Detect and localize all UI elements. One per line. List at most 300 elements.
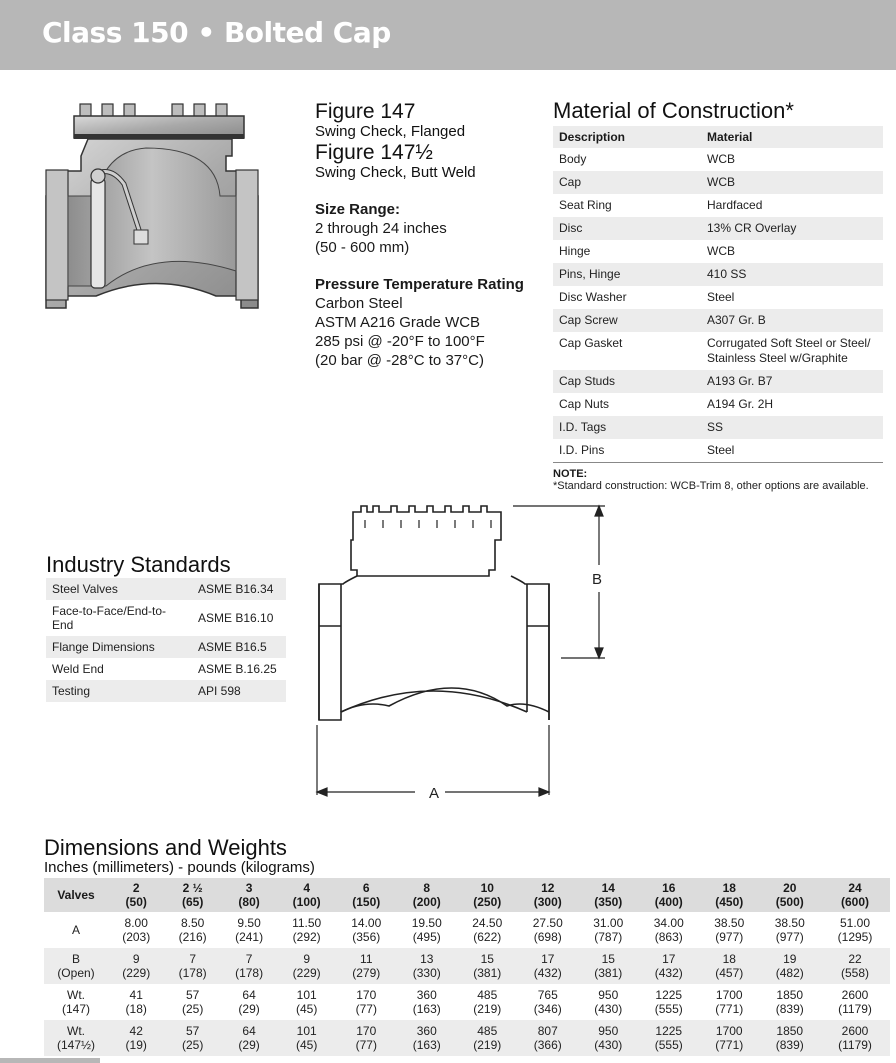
cell-value-metric: (29) xyxy=(238,1038,260,1052)
table-cell xyxy=(699,912,760,948)
material-description: I.D. Tags xyxy=(553,416,701,439)
column-header-material: Material xyxy=(701,126,883,148)
figure-info xyxy=(315,100,550,370)
cell-value-imperial: 360 xyxy=(416,988,437,1002)
row-label-line: Wt. xyxy=(67,1024,85,1038)
valve-cutaway-illustration xyxy=(36,96,268,322)
table-cell xyxy=(578,1020,639,1056)
cell-value-imperial: 38.50 xyxy=(774,916,805,930)
size-range-line: 2 through 24 inches xyxy=(315,220,447,237)
cell-value-imperial: 2600 xyxy=(841,1024,869,1038)
table-row xyxy=(553,286,883,309)
cell-value-metric: (432) xyxy=(654,966,683,980)
standard-code: ASME B.16.25 xyxy=(198,662,277,676)
material-description: Cap Nuts xyxy=(559,397,610,411)
material-value-line: A307 Gr. B xyxy=(707,313,766,327)
size-inches: 18 xyxy=(722,881,736,895)
cell-value-metric: (977) xyxy=(715,930,744,944)
table-cell xyxy=(457,1020,518,1056)
table-row xyxy=(44,948,890,984)
table-cell xyxy=(397,1020,458,1056)
cell-value-imperial: 22 xyxy=(848,952,862,966)
material-description: Cap Screw xyxy=(553,309,701,332)
size-inches: 8 xyxy=(423,881,431,895)
size-inches: 20 xyxy=(783,881,797,895)
standard-code: API 598 xyxy=(192,680,286,702)
cell-value-imperial: 101 xyxy=(296,988,317,1002)
cell-value-metric: (25) xyxy=(181,1002,204,1016)
cell-value-metric: (977) xyxy=(775,930,804,944)
industry-standards-section xyxy=(46,552,286,702)
column-header-description: Description xyxy=(553,126,701,148)
size-mm: (300) xyxy=(533,895,562,909)
row-label-line: (147½) xyxy=(56,1038,96,1052)
table-row xyxy=(46,680,286,702)
cell-value-imperial: 17 xyxy=(541,952,555,966)
cell-value-metric: (457) xyxy=(715,966,744,980)
cell-value-metric: (482) xyxy=(775,966,804,980)
page-header xyxy=(0,0,896,70)
table-row xyxy=(44,984,890,1020)
page-title: Class 150 • Bolted Cap xyxy=(42,16,391,49)
cell-value-metric: (555) xyxy=(654,1002,683,1016)
table-cell xyxy=(457,984,518,1020)
cell-value-metric: (25) xyxy=(181,1038,204,1052)
cell-value-metric: (19) xyxy=(125,1038,147,1052)
cell-value-imperial: 42 xyxy=(129,1024,143,1038)
cell-value-imperial: 57 xyxy=(185,988,200,1002)
cell-value-imperial: 31.00 xyxy=(593,916,624,930)
material-value xyxy=(701,194,883,217)
material-description: Disc Washer xyxy=(559,290,627,304)
pressure-rating-heading: Pressure Temperature Rating xyxy=(315,276,524,293)
cell-value-imperial: 1225 xyxy=(655,988,683,1002)
cell-value-imperial: 807 xyxy=(537,1024,558,1038)
table-cell xyxy=(699,984,760,1020)
cell-value-imperial: 101 xyxy=(296,1024,317,1038)
cell-value-metric: (229) xyxy=(122,966,151,980)
cell-value-metric: (163) xyxy=(412,1038,441,1052)
cell-value-imperial: 950 xyxy=(598,988,619,1002)
table-row xyxy=(553,240,883,263)
table-cell xyxy=(699,1020,760,1056)
table-cell xyxy=(760,984,821,1020)
cell-value-imperial: 51.00 xyxy=(839,916,871,930)
cell-value-imperial: 18 xyxy=(722,952,736,966)
cell-value-metric: (430) xyxy=(594,1038,623,1052)
cell-value-metric: (356) xyxy=(352,930,381,944)
cell-value-metric: (18) xyxy=(125,1002,147,1016)
cell-value-metric: (330) xyxy=(412,966,441,980)
cell-value-imperial: 1225 xyxy=(655,1024,683,1038)
table-row xyxy=(553,439,883,463)
material-value xyxy=(701,370,883,393)
footer-bar xyxy=(0,1058,100,1063)
cell-value-imperial: 1850 xyxy=(776,988,804,1002)
table-row xyxy=(553,194,883,217)
column-header-size xyxy=(518,878,579,912)
table-cell xyxy=(164,984,220,1020)
column-header-size xyxy=(397,878,458,912)
row-label xyxy=(44,1020,108,1056)
cell-value-metric: (219) xyxy=(473,1038,502,1052)
material-value-line: Steel xyxy=(707,443,735,457)
cell-value-metric: (241) xyxy=(235,930,264,944)
cell-value-metric: (45) xyxy=(295,1038,318,1052)
table-cell xyxy=(221,912,277,948)
table-cell xyxy=(108,984,164,1020)
cell-value-imperial: 1700 xyxy=(715,988,743,1002)
table-cell xyxy=(578,912,639,948)
material-value xyxy=(701,332,883,370)
column-header-size xyxy=(164,878,220,912)
table-row xyxy=(553,148,883,171)
standard-name: Face-to-Face/End-to-End xyxy=(52,604,167,632)
pressure-rating-line: 285 psi @ -20°F to 100°F xyxy=(315,333,485,350)
table-cell xyxy=(277,984,336,1020)
table-row xyxy=(44,1020,890,1056)
table-cell xyxy=(518,1020,579,1056)
table-cell xyxy=(760,948,821,984)
cell-value-metric: (432) xyxy=(533,966,562,980)
dimensions-table xyxy=(44,878,890,1056)
column-header-size xyxy=(221,878,277,912)
size-mm: (100) xyxy=(292,895,321,909)
standard-code: ASME B16.10 xyxy=(198,611,274,625)
column-header-size xyxy=(277,878,336,912)
material-value xyxy=(701,393,883,416)
cell-value-imperial: 19.50 xyxy=(411,916,442,930)
table-cell xyxy=(277,948,336,984)
table-row xyxy=(46,658,286,680)
cell-value-metric: (229) xyxy=(292,966,321,980)
material-value xyxy=(701,309,883,332)
table-cell xyxy=(397,948,458,984)
material-value-line: Hardfaced xyxy=(707,198,763,212)
size-inches: 12 xyxy=(541,881,555,895)
size-mm: (250) xyxy=(473,895,502,909)
cell-value-imperial: 34.00 xyxy=(653,916,684,930)
column-header-valves: Valves xyxy=(44,878,108,912)
row-label-line: (Open) xyxy=(57,966,95,980)
row-label xyxy=(44,984,108,1020)
cell-value-imperial: 24.50 xyxy=(472,916,503,930)
cell-value-imperial: 170 xyxy=(356,988,377,1002)
cell-value-metric: (346) xyxy=(533,1002,562,1016)
material-value-line: A193 Gr. B7 xyxy=(707,374,773,388)
cell-value-metric: (163) xyxy=(412,1002,441,1016)
table-cell xyxy=(397,984,458,1020)
dimensions-section xyxy=(44,837,890,1056)
cell-value-imperial: 9 xyxy=(303,952,310,966)
table-cell xyxy=(518,984,579,1020)
standard-name: Testing xyxy=(46,680,192,702)
size-inches: 24 xyxy=(848,881,862,895)
table-cell xyxy=(639,1020,700,1056)
cell-value-metric: (430) xyxy=(594,1002,623,1016)
column-header-size xyxy=(108,878,164,912)
cell-value-imperial: 485 xyxy=(477,988,498,1002)
column-header-size xyxy=(820,878,890,912)
figure-147-subtitle: Swing Check, Flanged xyxy=(315,123,466,140)
material-description: Seat Ring xyxy=(559,198,612,212)
standard-name: Steel Valves xyxy=(46,578,192,600)
table-cell xyxy=(760,912,821,948)
table-row xyxy=(46,600,286,636)
cell-value-metric: (45) xyxy=(295,1002,318,1016)
table-cell xyxy=(108,948,164,984)
table-cell xyxy=(518,948,579,984)
valve-dimension-drawing xyxy=(305,500,615,805)
material-description: Disc xyxy=(553,217,701,240)
size-inches: 3 xyxy=(245,881,253,895)
table-cell xyxy=(221,984,277,1020)
column-header-size xyxy=(457,878,518,912)
standard-name: Weld End xyxy=(52,662,104,676)
cell-value-metric: (203) xyxy=(122,930,151,944)
column-header-size xyxy=(578,878,639,912)
cell-value-metric: (1295) xyxy=(837,930,873,944)
dimension-b-label: B xyxy=(592,571,603,588)
cell-value-imperial: 13 xyxy=(420,952,434,966)
cell-value-imperial: 950 xyxy=(598,1024,619,1038)
table-cell xyxy=(336,984,397,1020)
material-value xyxy=(701,217,883,240)
table-cell xyxy=(164,948,220,984)
table-row xyxy=(553,370,883,393)
cell-value-imperial: 27.50 xyxy=(532,916,563,930)
size-mm: (200) xyxy=(412,895,441,909)
cell-value-metric: (77) xyxy=(355,1038,377,1052)
table-row xyxy=(553,263,883,286)
size-mm: (500) xyxy=(775,895,804,909)
cell-value-metric: (178) xyxy=(235,966,264,980)
row-label-line: B xyxy=(71,952,80,966)
row-label xyxy=(44,948,108,984)
cell-value-metric: (495) xyxy=(412,930,441,944)
cell-value-imperial: 11 xyxy=(360,952,373,966)
material-value xyxy=(701,263,883,286)
column-header-size xyxy=(699,878,760,912)
table-cell xyxy=(164,912,220,948)
cell-value-metric: (787) xyxy=(594,930,623,944)
material-description: Cap xyxy=(553,171,701,194)
cell-value-imperial: 64 xyxy=(242,988,256,1002)
size-mm: (150) xyxy=(352,895,381,909)
material-value-line: WCB xyxy=(707,152,735,166)
cell-value-imperial: 8.50 xyxy=(180,916,205,930)
cell-value-metric: (558) xyxy=(841,966,870,980)
size-mm: (80) xyxy=(238,895,260,909)
table-row xyxy=(46,578,286,600)
cell-value-imperial: 360 xyxy=(416,1024,437,1038)
material-value-line: WCB xyxy=(707,175,735,189)
note-heading: NOTE: xyxy=(553,468,588,480)
column-header-size xyxy=(336,878,397,912)
cell-value-imperial: 1850 xyxy=(776,1024,804,1038)
cell-value-imperial: 170 xyxy=(356,1024,377,1038)
table-cell xyxy=(820,984,890,1020)
table-cell xyxy=(820,912,890,948)
materials-title: Material of Construction* xyxy=(553,98,794,123)
table-cell xyxy=(336,912,397,948)
table-cell xyxy=(164,1020,220,1056)
material-value-line: 410 SS xyxy=(707,267,747,281)
cell-value-imperial: 64 xyxy=(242,1024,256,1038)
row-label-line: Wt. xyxy=(67,988,85,1002)
cell-value-metric: (1179) xyxy=(838,1002,872,1016)
size-inches: 16 xyxy=(662,881,676,895)
row-label-line: (147) xyxy=(61,1002,90,1016)
size-mm: (450) xyxy=(715,895,744,909)
table-cell xyxy=(397,912,458,948)
cell-value-metric: (366) xyxy=(533,1038,562,1052)
cell-value-imperial: 14.00 xyxy=(351,916,382,930)
pressure-rating-line: (20 bar @ -28°C to 37°C) xyxy=(315,352,484,369)
cell-value-imperial: 485 xyxy=(477,1024,498,1038)
table-cell xyxy=(336,1020,397,1056)
size-inches: 6 xyxy=(362,881,370,895)
row-label xyxy=(44,912,108,948)
cell-value-metric: (279) xyxy=(352,966,381,980)
figure-147-half-title: Figure 147½ xyxy=(315,141,433,164)
table-row xyxy=(44,912,890,948)
cell-value-imperial: 9.50 xyxy=(237,916,261,930)
cell-value-imperial: 15 xyxy=(480,952,494,966)
cell-value-metric: (216) xyxy=(178,930,207,944)
cell-value-metric: (839) xyxy=(775,1038,804,1052)
size-mm: (65) xyxy=(181,895,204,909)
table-cell xyxy=(578,984,639,1020)
cell-value-metric: (29) xyxy=(238,1002,260,1016)
dimension-a-label: A xyxy=(429,785,440,802)
material-value-line: Corrugated Soft Steel or Steel/ xyxy=(707,336,871,350)
cell-value-metric: (555) xyxy=(654,1038,683,1052)
cell-value-metric: (771) xyxy=(715,1038,744,1052)
size-inches: 2 xyxy=(132,881,140,895)
material-value-line: Steel xyxy=(707,290,735,304)
cell-value-metric: (381) xyxy=(473,966,502,980)
size-inches: 2 ½ xyxy=(182,881,203,895)
cell-value-metric: (622) xyxy=(473,930,502,944)
material-value xyxy=(701,439,883,463)
row-label-line: A xyxy=(71,923,80,937)
table-row xyxy=(553,332,883,370)
cell-value-metric: (839) xyxy=(775,1002,804,1016)
table-cell xyxy=(221,1020,277,1056)
standard-code: ASME B16.34 xyxy=(192,578,286,600)
size-range-heading: Size Range: xyxy=(315,201,401,218)
table-cell xyxy=(108,912,164,948)
cell-value-metric: (178) xyxy=(178,966,207,980)
table-cell xyxy=(760,1020,821,1056)
size-inches: 10 xyxy=(480,881,494,895)
table-cell xyxy=(639,984,700,1020)
table-row xyxy=(553,171,883,194)
material-description: Cap Studs xyxy=(553,370,701,393)
cell-value-imperial: 38.50 xyxy=(714,916,745,930)
standard-code: ASME B16.5 xyxy=(192,636,286,658)
table-row xyxy=(553,217,883,240)
table-cell xyxy=(578,948,639,984)
material-value-line: SS xyxy=(707,420,724,434)
size-mm: (50) xyxy=(125,895,147,909)
table-cell xyxy=(820,948,890,984)
materials-section xyxy=(553,98,883,493)
pressure-rating-line: Carbon Steel xyxy=(315,295,403,312)
table-row xyxy=(553,393,883,416)
cell-value-imperial: 7 xyxy=(189,952,196,966)
dimensions-title: Dimensions and Weights xyxy=(44,835,287,860)
cell-value-imperial: 765 xyxy=(537,988,558,1002)
table-cell xyxy=(518,912,579,948)
cell-value-imperial: 7 xyxy=(245,952,253,966)
table-cell xyxy=(336,948,397,984)
size-mm: (600) xyxy=(841,895,870,909)
cell-value-metric: (381) xyxy=(594,966,623,980)
material-value-line: A194 Gr. 2H xyxy=(707,397,774,411)
cell-value-imperial: 41 xyxy=(129,988,143,1002)
cell-value-imperial: 2600 xyxy=(841,988,869,1002)
cell-value-imperial: 15 xyxy=(601,952,615,966)
materials-table xyxy=(553,126,883,463)
cell-value-imperial: 57 xyxy=(185,1024,200,1038)
size-mm: (400) xyxy=(654,895,683,909)
size-mm: (350) xyxy=(594,895,623,909)
column-header-size xyxy=(639,878,700,912)
cell-value-metric: (698) xyxy=(533,930,562,944)
table-cell xyxy=(457,912,518,948)
table-row xyxy=(46,636,286,658)
note-text: *Standard construction: WCB-Trim 8, other options are available. xyxy=(553,480,869,492)
cell-value-metric: (219) xyxy=(473,1002,502,1016)
material-value xyxy=(701,171,883,194)
material-value-line: Stainless Steel w/Graphite xyxy=(707,351,848,365)
material-value xyxy=(701,416,883,439)
cell-value-imperial: 19 xyxy=(783,952,797,966)
cell-value-metric: (771) xyxy=(715,1002,744,1016)
industry-standards-title: Industry Standards xyxy=(46,552,231,577)
table-cell xyxy=(457,948,518,984)
column-header-size xyxy=(760,878,821,912)
material-description: Hinge xyxy=(559,244,591,258)
table-cell xyxy=(221,948,277,984)
table-cell xyxy=(699,948,760,984)
table-row xyxy=(553,416,883,439)
cell-value-imperial: 11.50 xyxy=(292,916,322,930)
table-cell xyxy=(277,912,336,948)
material-description: Pins, Hinge xyxy=(553,263,701,286)
material-value-line: WCB xyxy=(707,244,735,258)
cell-value-imperial: 9 xyxy=(132,952,140,966)
cell-value-imperial: 17 xyxy=(662,952,676,966)
size-inches: 4 xyxy=(303,881,310,895)
table-row xyxy=(553,309,883,332)
cell-value-metric: (77) xyxy=(355,1002,377,1016)
table-cell xyxy=(277,1020,336,1056)
material-value-line: 13% CR Overlay xyxy=(707,221,797,235)
material-value xyxy=(701,286,883,309)
size-inches: 14 xyxy=(601,881,615,895)
cell-value-imperial: 1700 xyxy=(715,1024,743,1038)
industry-standards-table xyxy=(46,578,286,702)
figure-147-half-subtitle: Swing Check, Butt Weld xyxy=(315,164,476,181)
cell-value-metric: (863) xyxy=(654,930,683,944)
table-cell xyxy=(639,948,700,984)
table-cell xyxy=(639,912,700,948)
material-value xyxy=(701,148,883,171)
material-description: I.D. Pins xyxy=(553,439,701,463)
